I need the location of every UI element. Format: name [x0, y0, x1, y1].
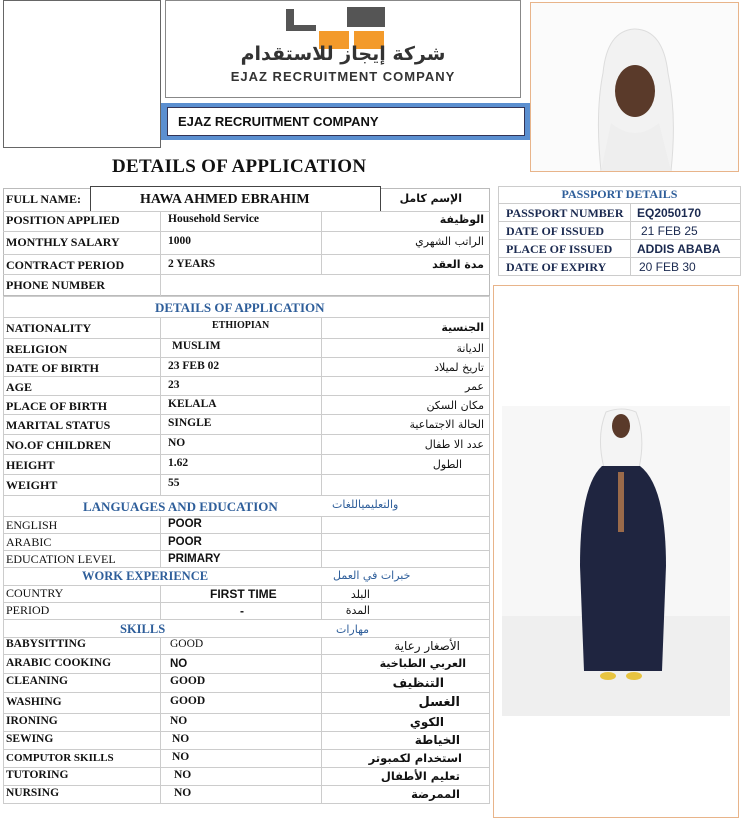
language-value: POOR	[168, 536, 202, 548]
logo-latin-text: EJAZ RECRUITMENT COMPANY	[230, 69, 456, 84]
skill-arabic: التنظيف	[392, 675, 444, 690]
skill-label: COMPUTOR SKILLS	[6, 752, 114, 764]
passport-row	[498, 258, 741, 276]
detail-arabic: مكان السكن	[426, 399, 484, 412]
detail-label: AGE	[6, 380, 33, 394]
skill-value: GOOD	[170, 695, 206, 707]
experience-label: COUNTRY	[6, 586, 64, 600]
detail-arabic: الحالة الاجتماعية	[409, 418, 484, 431]
passport-details-title: PASSPORT DETAILS	[498, 186, 741, 204]
skill-arabic: استخدام لكمبوتر	[368, 751, 462, 765]
contract-label: CONTRACT PERIOD	[6, 258, 125, 272]
skill-value: NO	[170, 658, 188, 670]
section-languages-arabic: والتعليمياللغات	[332, 498, 399, 511]
experience-label: PERIOD	[6, 603, 50, 617]
detail-label: WEIGHT	[6, 478, 58, 492]
detail-value: 1.62	[168, 457, 189, 469]
date-issued-value: 21 FEB 25	[641, 224, 698, 238]
company-logo	[165, 0, 521, 98]
skill-arabic: العربي الطباخية	[379, 657, 466, 670]
contract-value: 2 YEARS	[168, 258, 216, 270]
skill-value: NO	[174, 769, 192, 781]
company-name-text: EJAZ RECRUITMENT COMPANY	[167, 107, 525, 136]
detail-label: PLACE OF BIRTH	[6, 399, 108, 413]
detail-value: SINGLE	[168, 417, 212, 429]
page-title: DETAILS OF APPLICATION	[112, 156, 367, 177]
section-skills-heading: SKILLS	[120, 622, 166, 636]
experience-arabic: البلد	[350, 588, 370, 601]
section-details-heading: DETAILS OF APPLICATION	[155, 300, 325, 315]
detail-arabic: عدد الا طفال	[424, 438, 484, 451]
skill-value: GOOD	[170, 638, 204, 650]
skill-label: ARABIC COOKING	[6, 657, 112, 669]
phone-label: PHONE NUMBER	[6, 278, 105, 292]
section-experience-heading: WORK EXPERIENCE	[82, 569, 209, 583]
passport-row	[498, 222, 741, 240]
skill-label: SEWING	[6, 733, 54, 745]
skill-label: IRONING	[6, 715, 58, 727]
experience-value: -	[240, 604, 244, 618]
skill-label: BABYSITTING	[6, 638, 86, 650]
detail-label: DATE OF BIRTH	[6, 361, 99, 375]
skill-arabic: الأصغار رعاية	[394, 639, 460, 653]
full-name-arabic: الإسم كامل	[399, 192, 462, 205]
skill-value: NO	[174, 787, 192, 799]
detail-arabic: الديانة	[456, 342, 484, 355]
logo-shape-gray	[347, 7, 385, 27]
skill-value: NO	[172, 733, 190, 745]
logo-shape-base	[286, 25, 316, 31]
position-arabic: الوظيفة	[439, 213, 484, 226]
passport-row	[498, 240, 741, 258]
language-label: ARABIC	[6, 535, 52, 549]
skill-label: CLEANING	[6, 675, 68, 687]
skill-arabic: الخياطة	[414, 733, 460, 747]
skill-arabic: الغسل	[418, 695, 460, 710]
detail-label: HEIGHT	[6, 458, 55, 472]
logo-arabic-text: شركة إيجاز للاستقدام	[240, 43, 446, 65]
section-experience-arabic: خبرات في العمل	[333, 569, 411, 582]
skill-arabic: الممرضة	[411, 787, 460, 801]
detail-value: 23	[168, 379, 180, 391]
portrait-photo	[530, 2, 739, 172]
detail-value: 23 FEB 02	[168, 360, 220, 372]
position-label: POSITION APPLIED	[6, 213, 120, 227]
full-name-value: HAWA AHMED EBRAHIM	[140, 192, 310, 207]
date-issued-label: DATE OF ISSUED	[506, 224, 605, 238]
salary-label: MONTHLY SALARY	[6, 235, 120, 249]
detail-label: MARITAL STATUS	[6, 418, 111, 432]
education-value: PRIMARY	[168, 553, 221, 565]
date-expiry-value: 20 FEB 30	[639, 260, 696, 274]
blank-box	[3, 0, 161, 148]
experience-arabic: المدة	[345, 604, 370, 617]
detail-label: RELIGION	[6, 342, 68, 356]
education-label: EDUCATION LEVEL	[6, 552, 116, 566]
detail-value: 55	[168, 477, 180, 489]
position-value: Household Service	[168, 213, 260, 225]
detail-label: NATIONALITY	[6, 321, 92, 335]
salary-value: 1000	[168, 235, 191, 247]
contract-arabic: مدة العقد	[432, 258, 484, 271]
detail-arabic: تاريخ لميلاد	[434, 361, 484, 374]
skill-arabic: تعليم الأطفال	[380, 769, 460, 783]
detail-label: NO.OF CHILDREN	[6, 438, 111, 452]
skill-value: NO	[170, 715, 188, 727]
passport-number-label: PASSPORT NUMBER	[506, 206, 624, 220]
detail-arabic: عمر	[465, 380, 484, 393]
detail-arabic: الطول	[432, 458, 462, 471]
skill-value: NO	[172, 751, 190, 763]
detail-value: MUSLIM	[172, 340, 221, 352]
salary-arabic: الراتب الشهري	[415, 235, 484, 248]
full-name-label: FULL NAME:	[6, 192, 81, 206]
skill-arabic: الكوي	[409, 715, 444, 729]
passport-row	[498, 204, 741, 222]
place-issued-value: ADDIS ABABA	[637, 242, 721, 256]
place-issued-label: PLACE OF ISSUED	[506, 242, 613, 256]
experience-value: FIRST TIME	[210, 587, 277, 601]
section-languages-heading: LANGUAGES AND EDUCATION	[83, 499, 278, 514]
detail-value: ETHIOPIAN	[212, 320, 270, 331]
detail-arabic: الجنسية	[441, 321, 484, 334]
skill-label: WASHING	[6, 696, 62, 708]
skill-value: GOOD	[170, 675, 206, 687]
company-name-bar	[161, 103, 531, 140]
date-expiry-label: DATE OF EXPIRY	[506, 260, 607, 274]
language-value: POOR	[168, 518, 202, 530]
language-label: ENGLISH	[6, 518, 58, 532]
skill-label: NURSING	[6, 787, 60, 799]
section-skills-arabic: مهارات	[336, 623, 370, 636]
passport-number-value: EQ2050170	[637, 206, 702, 220]
full-body-photo	[493, 285, 739, 818]
skill-label: TUTORING	[6, 769, 69, 781]
detail-value: KELALA	[168, 398, 217, 410]
detail-value: NO	[168, 437, 186, 449]
